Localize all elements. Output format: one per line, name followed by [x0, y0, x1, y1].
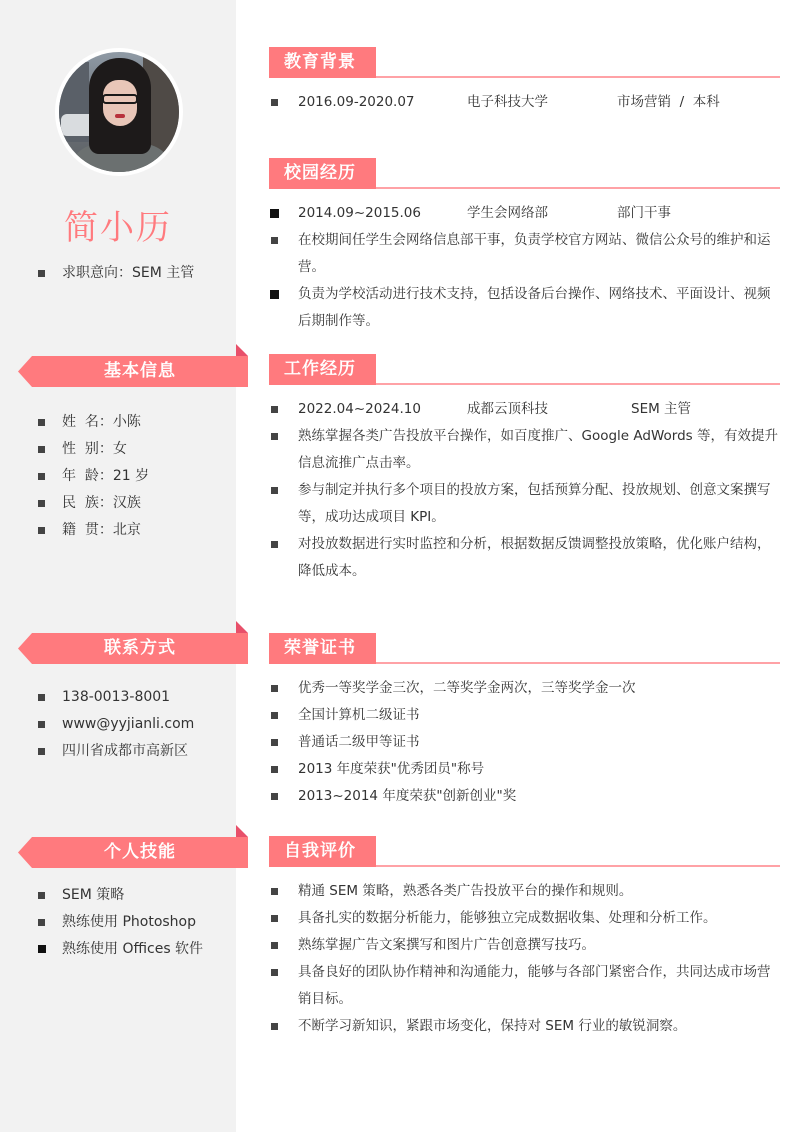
honor-item: 普通话二级甲等证书: [269, 729, 780, 756]
honor-item: 优秀一等奖学金三次，二等奖学金两次，三等奖学金一次: [269, 675, 780, 702]
campus-item: 在校期间任学生会网络信息部干事，负责学校官方网站、微信公众号的维护和运营。: [269, 227, 780, 281]
self-eval-header: [269, 836, 780, 868]
ribbon-fold: [236, 825, 248, 837]
section-divider: [376, 76, 780, 78]
work-list: [269, 396, 780, 585]
education-period: 2016.09-2020.07: [298, 94, 415, 110]
skill-item: SEM 策略: [38, 882, 203, 909]
campus-role: 部门干事: [617, 205, 671, 221]
self-eval-list: [269, 878, 780, 1040]
basic-info-header: [18, 356, 248, 387]
honor-item: 全国计算机二级证书: [269, 702, 780, 729]
skills-header: [18, 837, 248, 868]
education-entry: [269, 89, 780, 116]
job-intent-text: 求职意向：SEM 主管: [38, 260, 194, 287]
campus-period: 2014.09~2015.06: [298, 205, 421, 221]
info-ethnicity: 民 族：汉族: [38, 490, 149, 517]
honors-title: 荣誉证书: [269, 633, 376, 664]
skills-title: 个人技能: [104, 842, 176, 862]
honors-section: [269, 633, 780, 810]
contact-address: 四川省成都市高新区: [38, 738, 194, 765]
work-role: SEM 主管: [631, 401, 692, 417]
education-school: 电子科技大学: [467, 94, 548, 110]
campus-section: [269, 158, 780, 335]
work-company: 成都云顶科技: [467, 401, 548, 417]
education-list: [269, 89, 780, 116]
work-title: 工作经历: [269, 354, 376, 385]
section-divider: [376, 187, 780, 189]
campus-org: 学生会网络部: [467, 205, 548, 221]
work-header: [269, 354, 780, 386]
campus-entry: [269, 200, 780, 227]
self-eval-item: 具备扎实的数据分析能力，能够独立完成数据收集、处理和分析工作。: [269, 905, 780, 932]
self-eval-item: 不断学习新知识，紧跟市场变化，保持对 SEM 行业的敏锐洞察。: [269, 1013, 780, 1040]
ribbon-fold: [236, 344, 248, 356]
candidate-name: 简小历: [64, 208, 172, 248]
skill-item: 熟练使用 Offices 软件: [38, 936, 203, 963]
contact-list: [38, 684, 194, 765]
honors-list: [269, 675, 780, 810]
info-name: 姓 名：小陈: [38, 409, 149, 436]
basic-info-title: 基本信息: [104, 361, 176, 381]
work-item: 参与制定并执行多个项目的投放方案，包括预算分配、投放规划、创意文案撰写等，成功达成项目 KPI。: [269, 477, 780, 531]
job-intent: [38, 260, 194, 287]
contact-phone: 138-0013-8001: [38, 684, 194, 711]
campus-list: [269, 200, 780, 335]
contact-email[interactable]: www@yyjianli.com: [38, 711, 194, 738]
ribbon-fold: [236, 621, 248, 633]
skill-item: 熟练使用 Photoshop: [38, 909, 203, 936]
education-title: 教育背景: [269, 47, 376, 78]
self-eval-item: 熟练掌握广告文案撰写和图片广告创意撰写技巧。: [269, 932, 780, 959]
honor-item: 2013~2014 年度荣获"创新创业"奖: [269, 783, 780, 810]
info-age: 年 龄：21 岁: [38, 463, 149, 490]
self-eval-item: 精通 SEM 策略，熟悉各类广告投放平台的操作和规则。: [269, 878, 780, 905]
self-eval-section: [269, 836, 780, 1040]
self-eval-item: 具备良好的团队协作精神和沟通能力，能够与各部门紧密合作，共同达成市场营销目标。: [269, 959, 780, 1013]
info-gender: 性 别：女: [38, 436, 149, 463]
self-eval-title: 自我评价: [269, 836, 376, 867]
work-item: 熟练掌握各类广告投放平台操作，如百度推广、Google AdWords 等，有效提升信息流推广点击率。: [269, 423, 780, 477]
campus-title: 校园经历: [269, 158, 376, 189]
contact-header: [18, 633, 248, 664]
basic-info-list: [38, 409, 149, 544]
work-entry: [269, 396, 780, 423]
honor-item: 2013 年度荣获"优秀团员"称号: [269, 756, 780, 783]
avatar-photo: [59, 52, 179, 172]
education-header: [269, 47, 780, 79]
work-item: 对投放数据进行实时监控和分析，根据数据反馈调整投放策略，优化账户结构，降低成本。: [269, 531, 780, 585]
education-major: 市场营销 / 本科: [617, 94, 720, 110]
work-section: [269, 354, 780, 585]
section-divider: [376, 383, 780, 385]
education-section: [269, 47, 780, 116]
work-period: 2022.04~2024.10: [298, 401, 421, 417]
section-divider: [376, 662, 780, 664]
contact-title: 联系方式: [104, 638, 176, 658]
honors-header: [269, 633, 780, 665]
campus-item: 负责为学校活动进行技术支持，包括设备后台操作、网络技术、平面设计、视频后期制作等。: [269, 281, 780, 335]
skills-list: [38, 882, 203, 963]
section-divider: [376, 865, 780, 867]
info-hometown: 籍 贯：北京: [38, 517, 149, 544]
avatar: [55, 48, 183, 176]
campus-header: [269, 158, 780, 190]
